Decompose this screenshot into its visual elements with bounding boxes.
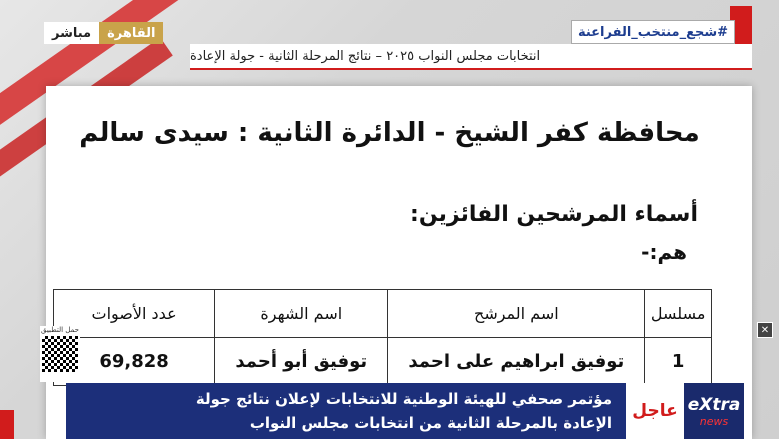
live-badge bbox=[44, 22, 163, 44]
cell-nickname: توفيق أبو أحمد bbox=[215, 338, 388, 386]
cell-votes: 69,828 bbox=[54, 338, 215, 386]
edge-tag bbox=[0, 410, 14, 439]
hashtag-banner: #شجع_منتخب_الفراعنة bbox=[571, 20, 735, 44]
logo-sub: news bbox=[699, 414, 729, 428]
breaking-news-ticker bbox=[66, 383, 626, 439]
header-candidate: اسم المرشح bbox=[388, 290, 645, 338]
table-row bbox=[54, 338, 712, 386]
qr-label: حمل التطبيق bbox=[41, 326, 79, 334]
logo-main: eXtra bbox=[687, 394, 741, 415]
live-label: مباشر bbox=[44, 22, 99, 44]
program-subtitle: انتخابات مجلس النواب ٢٠٢٥ – نتائج المرحلة الثانية - جولة الإعادة bbox=[190, 44, 752, 70]
cell-candidate: توفيق ابراهيم على احمد bbox=[388, 338, 645, 386]
table-header-row bbox=[54, 290, 712, 338]
results-table bbox=[53, 289, 712, 386]
qr-code-icon bbox=[42, 336, 78, 372]
app-qr[interactable] bbox=[40, 326, 80, 382]
winners-subheading: هم:- bbox=[641, 240, 687, 264]
cell-serial: 1 bbox=[645, 338, 712, 386]
document-title: محافظة كفر الشيخ - الدائرة الثانية : سيدى سالم bbox=[79, 118, 700, 148]
ticker-line-2: الإعادة بالمرحلة الثانية من انتخابات مجلس النواب bbox=[249, 414, 612, 432]
close-icon[interactable]: ✕ bbox=[757, 322, 773, 338]
header-serial: مسلسل bbox=[645, 290, 712, 338]
channel-logo bbox=[684, 383, 744, 439]
header-votes: عدد الأصوات bbox=[54, 290, 215, 338]
city-label: القاهرة bbox=[99, 22, 163, 44]
header-nickname: اسم الشهرة bbox=[215, 290, 388, 338]
breaking-label: عاجل bbox=[626, 383, 684, 439]
ticker-line-1: مؤتمر صحفي للهيئة الوطنية للانتخابات لإعلان نتائج جولة bbox=[195, 390, 612, 408]
winners-heading: أسماء المرشحين الفائزين: bbox=[410, 202, 698, 227]
